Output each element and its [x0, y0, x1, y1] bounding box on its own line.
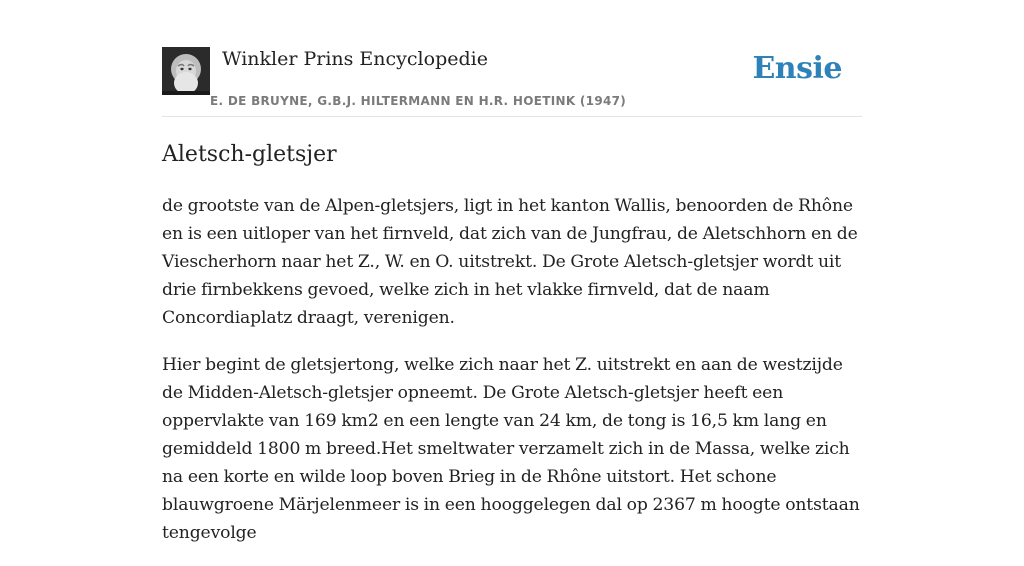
publication-title[interactable]: Winkler Prins Encyclopedie: [222, 48, 488, 70]
page: [162, 0, 862, 543]
author-avatar[interactable]: [162, 47, 210, 95]
article-paragraph: Hier begint de gletsjertong, welke zich naar het Z. uitstrekt en aan de westzijde de Midden-Aletsch-gletsjer opneemt. De Grote Aletsch-gletsjer heeft een oppervlakte van 169 km2 en een lengte van 24 km, de tong is 16,5 km lang en gemiddeld 1800 m breed.Het smeltwater verzamelt zich in de Massa, welke zich na een korte en wilde loop boven Brieg in de Rhône uitstort. Het schone blauwgroene Märjelenmeer is in een hooggelegen dal op 2367 m hoogte ontstaan tengevolge: [162, 355, 860, 543]
publication-authors: E. DE BRUYNE, G.B.J. HILTERMANN EN H.R. HOETINK (1947): [210, 94, 627, 108]
article-paragraph: de grootste van de Alpen-gletsjers, ligt in het kanton Wallis, benoorden de Rhône en is een uitloper van het firnveld, dat zich van de Jungfrau, de Aletschhorn en de Viescherhorn naar het Z., W. en O. uitstrekt. De Grote Aletsch-gletsjer wordt uit drie firnbekkens gevoed, welke zich in het vlakke firnveld, dat de naam Concordiaplatz draagt, verenigen.: [162, 196, 858, 328]
ensie-logo-link[interactable]: Ensie: [752, 51, 842, 86]
author-portrait-icon: [162, 47, 210, 95]
article-body: [162, 192, 862, 566]
publication-header: [162, 0, 862, 117]
article-title: Aletsch-gletsjer: [162, 142, 337, 167]
